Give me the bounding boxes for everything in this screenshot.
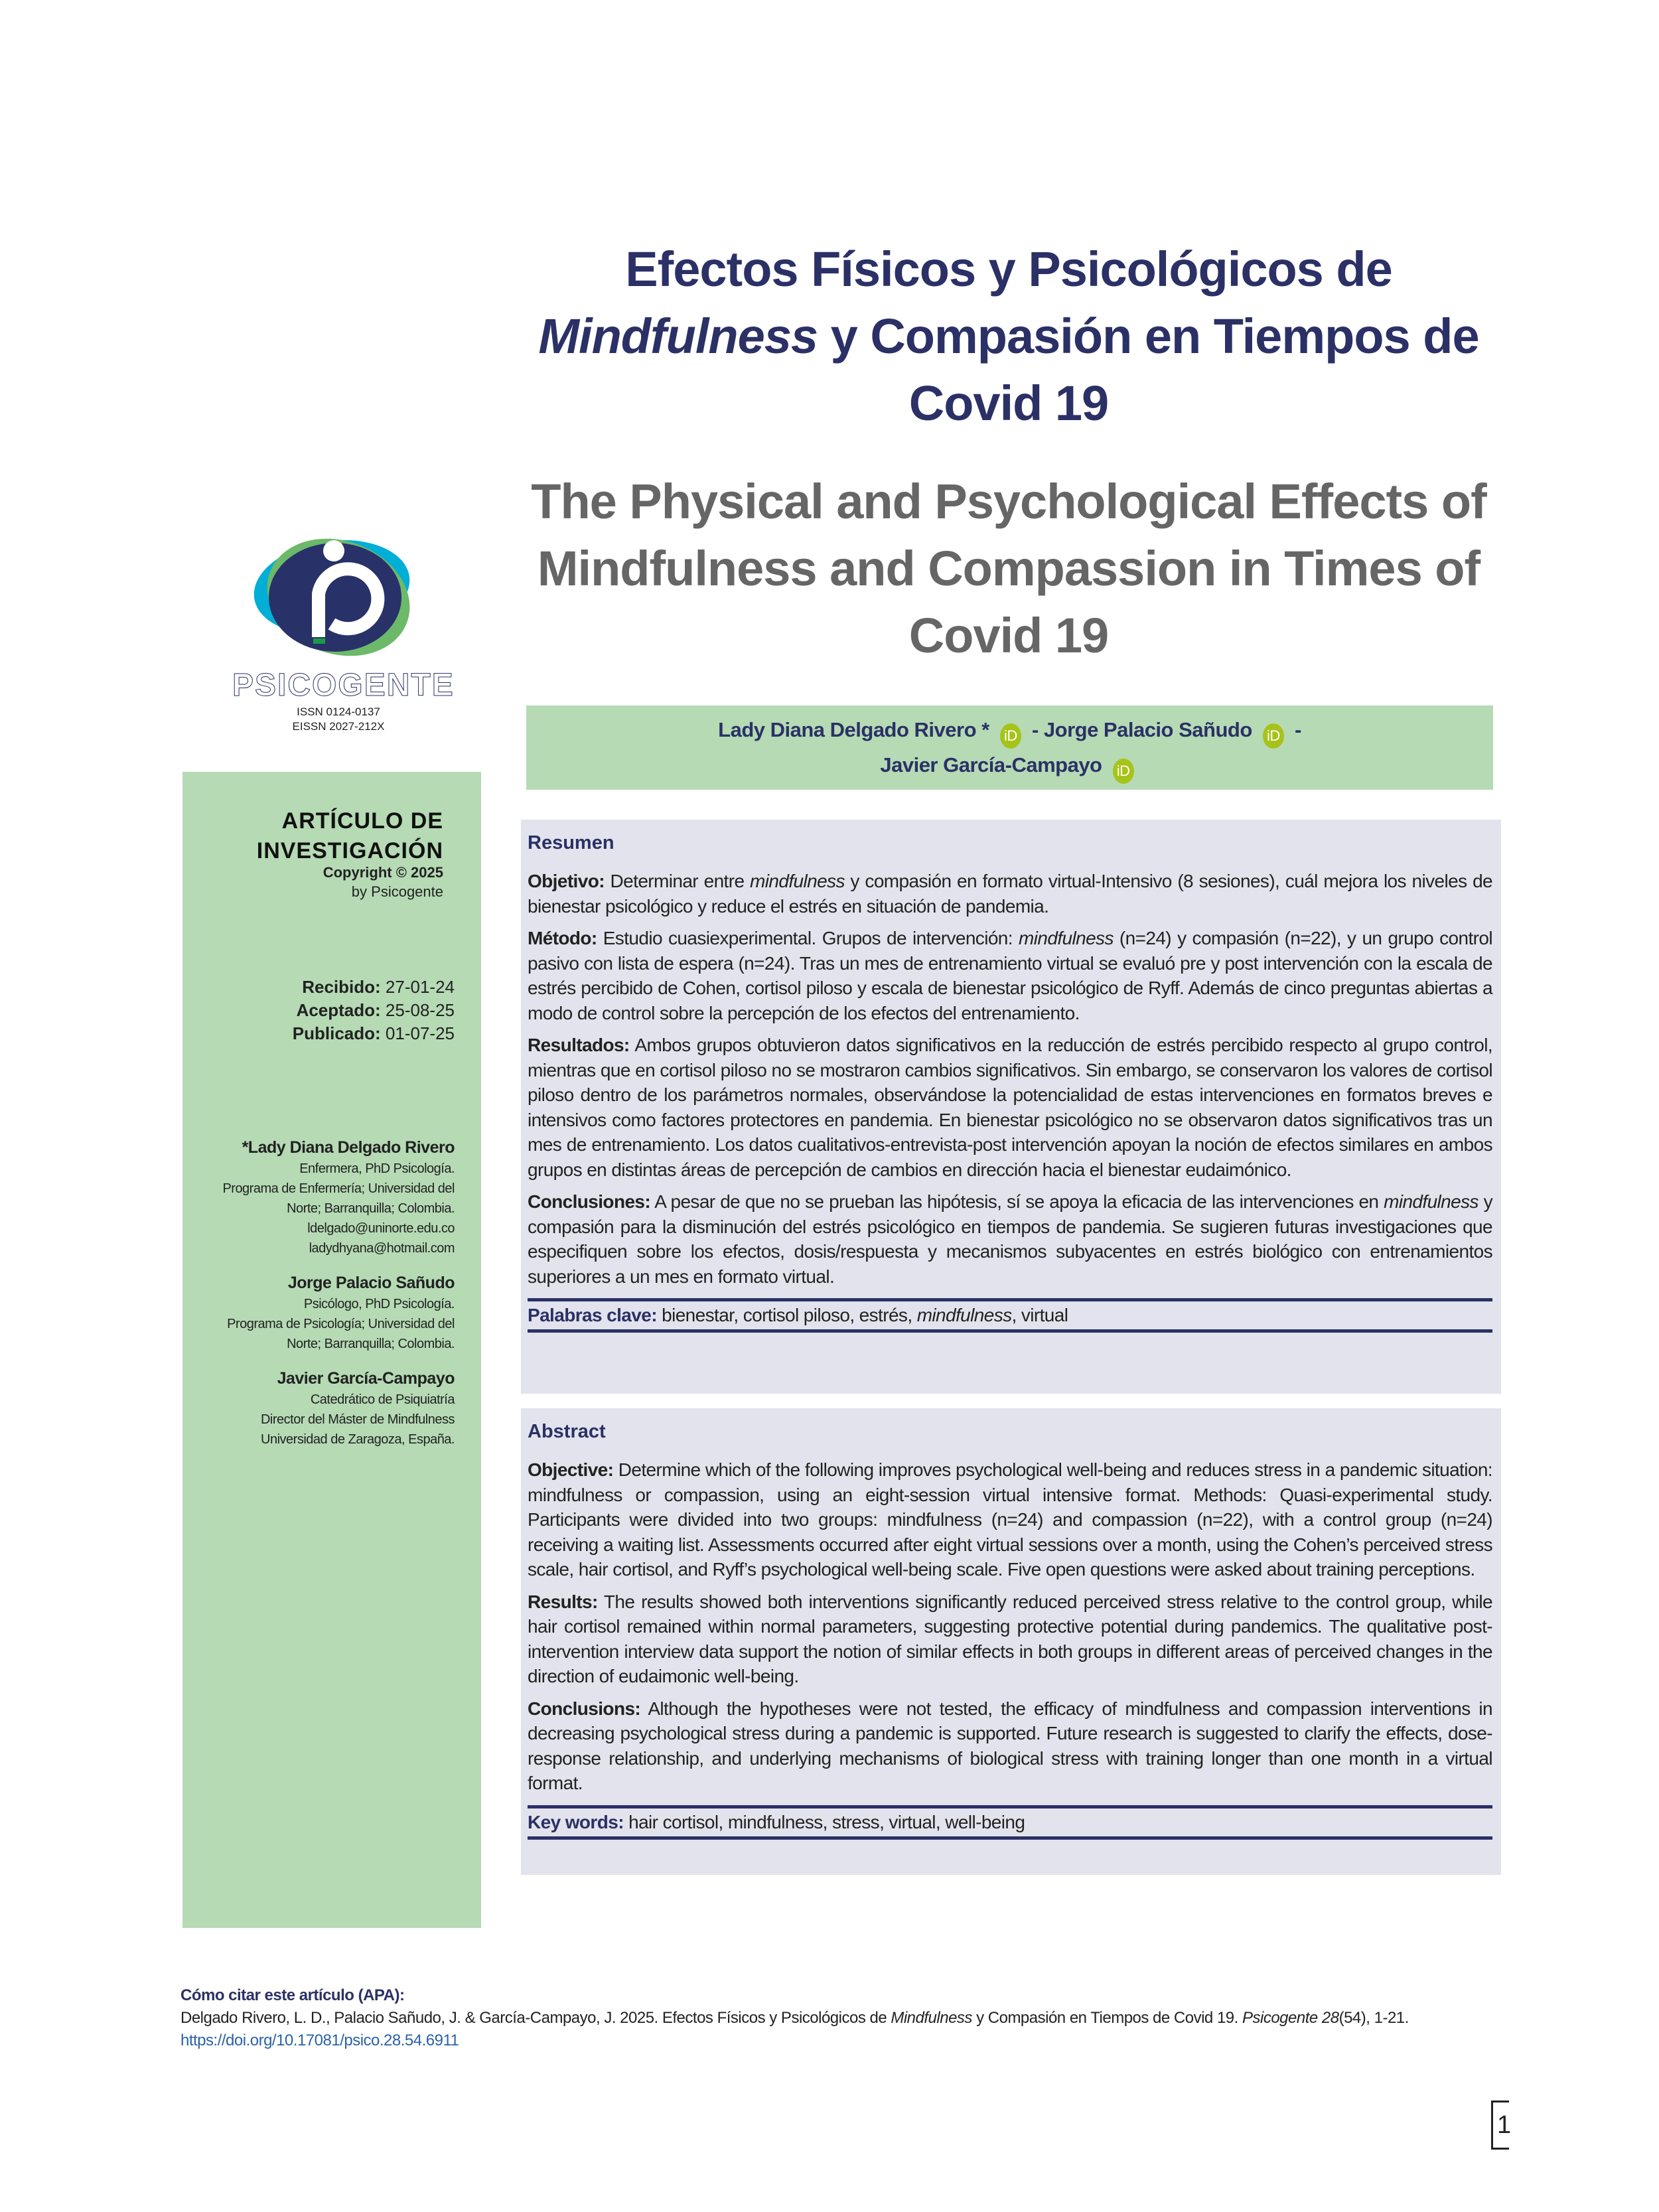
text: y Compasión en Tiempos de Covid 19. — [972, 2009, 1242, 2027]
psicogente-logo-icon — [252, 524, 418, 690]
date-value: 25-08-25 — [380, 1000, 455, 1020]
doi-link[interactable]: https://doi.org/10.17081/psico.28.54.6911 — [180, 2031, 459, 2049]
text: (54), 1-21. — [1338, 2009, 1409, 2027]
issn-block — [285, 705, 392, 734]
dates — [293, 976, 455, 1045]
author-affiliations — [222, 1136, 455, 1449]
author-3: Javier García-Campayo — [880, 753, 1102, 776]
title-en-line3: Covid 19 — [908, 608, 1109, 663]
abstract-section — [521, 1408, 1501, 1875]
text: y compasión en formato virtual-Intensivo (8 sesiones), cuál mejora los niveles de bienestar psicológico y reduce el estrés en situación de pandemia. — [528, 871, 1493, 917]
text-italic: mindfulness — [1019, 928, 1114, 948]
text: Determinar entre — [604, 871, 751, 891]
resumen-objetivo — [528, 869, 1492, 919]
text: A pesar de que no se prueban las hipótesis, sí se apoya la eficacia de las intervenciones en — [650, 1191, 1384, 1212]
title-en-line2: Mindfulness and Compassion in Times of — [537, 541, 1480, 596]
date-published — [293, 1022, 455, 1045]
citation-text — [180, 2007, 1501, 2052]
text-italic: Mindfulness — [891, 2009, 972, 2027]
date-label: Aceptado: — [296, 1000, 381, 1020]
affiliation-line: Psicólogo, PhD Psicología. — [303, 1297, 455, 1311]
text: Determine which of the following improves psychological well-being and reduces stress in a pandemic situation: mindfulness or compassion, using an eight-session virtual intensive format. Methods: Quasi-experimental study. Participants were divided into two groups: mindfulness (n=24) and compassion (n=22), with a control group (n=24) receiving a waiting list. Assessments occurred after eight virtual sessions over a month, using the Cohen’s perceived stress scale, hair cortisol, and Ryff’s psychological well-being scale. Five open questions were asked about training perceptions. — [528, 1459, 1492, 1580]
title-es-line3: Covid 19 — [908, 376, 1109, 431]
separator: - — [1295, 718, 1301, 741]
orcid-icon[interactable]: iD — [1113, 759, 1134, 784]
text: Estudio cuasiexperimental. Grupos de intervención: — [597, 928, 1019, 948]
abstract-conclusions — [528, 1696, 1492, 1796]
article-type-line1: ARTÍCULO DE — [281, 808, 443, 834]
abstract-results — [528, 1589, 1492, 1689]
affiliation-line: Programa de Psicología; Universidad del — [227, 1317, 455, 1331]
article-type-line2: INVESTIGACIÓN — [256, 838, 443, 863]
date-received — [293, 976, 455, 999]
label: Results: — [528, 1591, 598, 1612]
date-accepted — [293, 999, 455, 1022]
abstract-heading: Abstract — [528, 1421, 606, 1442]
title-spanish — [518, 236, 1500, 437]
text: Delgado Rivero, L. D., Palacio Sañudo, J. & García-Campayo, J. 2025. Efectos Físicos y Psicológicos de — [180, 2009, 891, 2027]
title-english — [518, 468, 1500, 669]
text: (n=24) y compasión (n=22), y un grupo control pasivo con lista de espera (n=24). Tras un mes de entrenamiento virtual se evaluó pre y post intervención con la escala de estrés percibido de Cohen, cortisol piloso y escala de bienestar psicológico de Ryff. Además de cinco preguntas abiertas a modo de control sobre la percepción de los efectos del entrenamiento. — [528, 928, 1492, 1023]
orcid-icon[interactable]: iD — [1263, 723, 1284, 749]
palabras-clave — [528, 1298, 1492, 1333]
label: Método: — [528, 928, 597, 948]
article-type — [257, 806, 443, 866]
text: The results showed both interventions significantly reduced perceived stress relative to the control group, while hair cortisol remained within normal parameters, suggesting protective potential during pandemics. The qualitative post-intervention interview data support the notion of similar effects in both groups in different areas of perceived changes in the direction of eudaimonic well-being. — [528, 1591, 1492, 1686]
author-2: - Jorge Palacio Sañudo — [1031, 718, 1252, 741]
title-en-line1: The Physical and Psychological Effects of — [531, 474, 1486, 529]
text-italic: Psicogente 28 — [1242, 2009, 1339, 2027]
title-es-line1: Efectos Físicos y Psicológicos de — [625, 242, 1392, 297]
date-label: Publicado: — [292, 1023, 381, 1043]
resumen-heading: Resumen — [528, 832, 614, 853]
label: Conclusiones: — [528, 1191, 651, 1212]
date-value: 01-07-25 — [380, 1023, 455, 1043]
author-1: Lady Diana Delgado Rivero * — [718, 718, 989, 741]
label: Resultados: — [528, 1035, 630, 1055]
affiliation-line: Catedrático de Psiquiatría — [310, 1392, 455, 1407]
author-name: Jorge Palacio Sañudo — [287, 1274, 455, 1292]
label: Palabras clave: — [528, 1305, 657, 1325]
author-email[interactable]: ladydhyana@hotmail.com — [309, 1241, 455, 1256]
label: Key words: — [528, 1811, 624, 1832]
text: y compasión para la disminución del estrés psicológico en tiempos de pandemia. Se sugieren futuras investigaciones que especifiquen sobre los efectos, dosis/respuesta y mecanismos subyacentes en estrés biológico con entrenamientos superiores a un mes en formato virtual. — [528, 1191, 1492, 1287]
date-value: 27-01-24 — [380, 977, 455, 997]
copyright-by: by Psicogente — [351, 883, 443, 900]
eissn: EISSN 2027-212X — [292, 720, 385, 733]
abstract-objective — [528, 1457, 1492, 1582]
page-number: 1 — [1491, 2101, 1509, 2150]
title-es-line2-rest: y Compasión en Tiempos de — [818, 309, 1479, 364]
author-email[interactable]: ldelgado@uninorte.edu.co — [307, 1221, 455, 1236]
affiliation-line: Programa de Enfermería; Universidad del — [222, 1181, 455, 1196]
text-italic: mindfulness — [916, 1305, 1012, 1325]
copyright — [323, 863, 443, 901]
text-italic: mindfulness — [1384, 1191, 1479, 1212]
resumen-metodo — [528, 926, 1492, 1025]
authors-banner — [526, 705, 1493, 790]
text-italic: mindfulness — [750, 871, 845, 891]
citation-heading: Cómo citar este artículo (APA): — [180, 1986, 405, 2004]
issn: ISSN 0124-0137 — [297, 705, 380, 718]
copyright-text: Copyright © 2025 — [323, 864, 443, 881]
affiliation-line: Norte; Barranquilla; Colombia. — [287, 1337, 455, 1351]
text: hair cortisol, mindfulness, stress, virtual, well-being — [623, 1811, 1025, 1832]
resumen-resultados — [528, 1033, 1492, 1182]
resumen-section — [521, 820, 1501, 1394]
text: bienestar, cortisol piloso, estrés, — [656, 1305, 917, 1325]
key-words — [528, 1805, 1492, 1840]
author-name: *Lady Diana Delgado Rivero — [242, 1138, 455, 1157]
journal-wordmark: PSICOGENTE — [232, 668, 455, 703]
affiliation-line: Norte; Barranquilla; Colombia. — [287, 1201, 455, 1216]
text: Although the hypotheses were not tested, the efficacy of mindfulness and compassion interventions in decreasing psychological stress during a pandemic is supported. Future research is suggested to clarify the effects, dose-response relationship, and underlying mechanisms of biological stress with training longer than one month in a virtual format. — [528, 1698, 1492, 1793]
affiliation-line: Universidad de Zaragoza, España. — [261, 1432, 455, 1447]
date-label: Recibido: — [302, 977, 381, 997]
title-es-italic: Mindfulness — [538, 309, 818, 364]
label: Conclusions: — [528, 1698, 641, 1719]
label: Objetivo: — [528, 871, 605, 891]
orcid-icon[interactable]: iD — [1000, 723, 1021, 749]
author-name: Javier García-Campayo — [277, 1369, 455, 1388]
text: , virtual — [1011, 1305, 1068, 1325]
affiliation-line: Enfermera, PhD Psicología. — [299, 1161, 455, 1176]
affiliation-line: Director del Máster de Mindfulness — [260, 1412, 455, 1427]
resumen-conclusiones — [528, 1189, 1492, 1289]
citation — [180, 1984, 1501, 2052]
label: Objective: — [528, 1459, 614, 1480]
text: Ambos grupos obtuvieron datos significativos en la reducción de estrés percibido respecto al grupo control, mientras que en cortisol piloso no se mostraron cambios significativos. Sin embargo, se conservaron los valores de cortisol piloso dentro de los parámetros normales, observándose la potencialidad de estas intervenciones en formatos breves e intensivos como factores protectores en pandemia. En bienestar psicológico no se observaron datos significativos tras un mes de entrenamiento. Los datos cualitativos-entrevista-post intervención apoyan la noción de efectos similares en ambos grupos en distintas áreas de percepción de cambios en dirección hacia el bienestar eudaimónico. — [528, 1035, 1492, 1180]
title-es-line2 — [518, 303, 1500, 370]
